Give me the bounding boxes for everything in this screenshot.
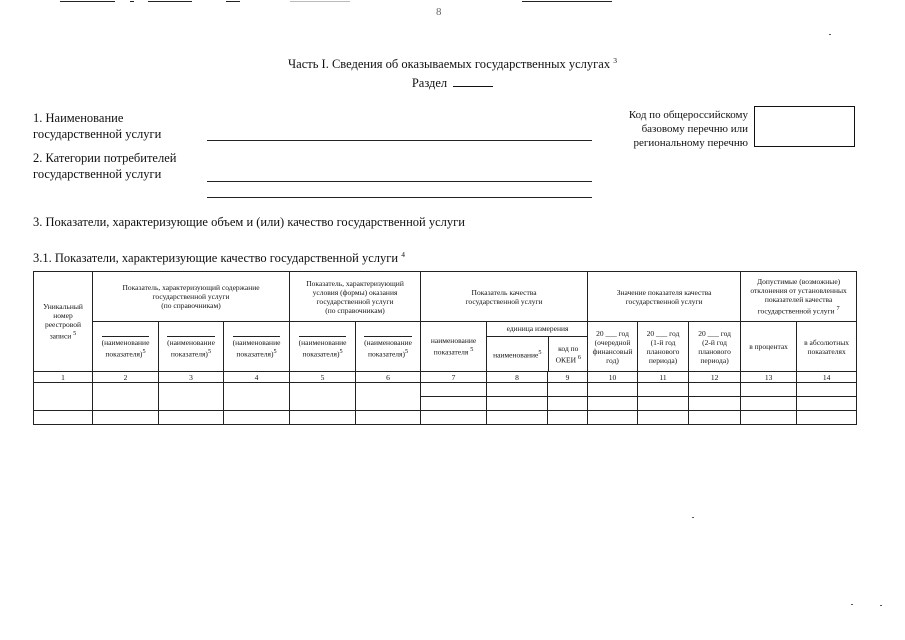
hdr-sub: [299, 336, 347, 359]
data-cell[interactable]: [487, 383, 548, 397]
col-number: 1: [34, 372, 93, 383]
header-indicator-name: [159, 322, 224, 372]
service-name-line1: 1. Наименование: [33, 111, 124, 125]
hdr-text: показателя): [105, 349, 143, 359]
hdr-text: ОКЕИ: [555, 355, 576, 364]
hdr-text: 20: [698, 328, 706, 338]
header-year-2: [638, 322, 689, 372]
header-quality-indicator: [421, 272, 588, 322]
col-number: 10: [588, 372, 638, 383]
hdr-footnote: 5: [404, 348, 409, 356]
hdr-text: 20: [646, 328, 655, 338]
data-cell[interactable]: [741, 383, 797, 397]
consumers-line2: государственной услуги: [33, 167, 162, 181]
hdr-line: Показатель качества: [471, 287, 537, 297]
hdr-line: (очередной: [594, 337, 631, 347]
hdr-text: (наименование: [101, 338, 150, 348]
hdr-line: (1-й год: [650, 337, 676, 347]
scan-mark: [226, 1, 240, 2]
data-cell[interactable]: [548, 411, 588, 425]
data-cell[interactable]: [93, 383, 159, 411]
quality-indicators-table: [33, 271, 857, 425]
hdr-footnote: 7: [836, 305, 840, 313]
hdr-line: номер: [53, 311, 73, 321]
hdr-footnote: 5: [470, 346, 474, 354]
data-cell[interactable]: [356, 411, 421, 425]
data-cell[interactable]: [588, 411, 638, 425]
data-cell[interactable]: [421, 411, 487, 425]
consumers-label: [33, 150, 176, 182]
col-number: 12: [689, 372, 741, 383]
hdr-text: показателя): [170, 349, 208, 359]
hdr-line: государственной услуги: [316, 296, 394, 306]
hdr-sub: [167, 336, 215, 359]
data-cell[interactable]: [224, 411, 290, 425]
registry-code-box[interactable]: [754, 106, 855, 147]
hdr-text: записи: [49, 331, 72, 341]
hdr-line: Показатель, характеризующий: [306, 278, 404, 288]
data-cell[interactable]: [548, 397, 588, 411]
col-number: 2: [93, 372, 159, 383]
hdr-text: год: [618, 328, 629, 338]
scan-mark: [130, 1, 134, 2]
hdr-text: показателя): [367, 349, 405, 359]
hdr-text: государственной услуги: [757, 306, 835, 316]
hdr-line: планового: [646, 346, 680, 356]
data-cell[interactable]: [638, 383, 689, 397]
header-indicator-name: [356, 322, 421, 372]
title-text: Часть I. Сведения об оказываемых государственных услугах: [288, 57, 611, 72]
data-cell[interactable]: [741, 411, 797, 425]
scan-mark: [522, 1, 612, 2]
data-cell[interactable]: [487, 411, 548, 425]
hdr-footnote: 5: [538, 349, 542, 356]
hdr-footnote: 5: [273, 348, 277, 356]
col-number: 6: [356, 372, 421, 383]
header-registry-number: [34, 272, 93, 372]
hdr-text: (наименование: [167, 338, 215, 348]
scan-speck: [851, 604, 853, 605]
data-cell[interactable]: [638, 397, 689, 411]
scan-mark: [148, 1, 192, 2]
hdr-line: финансовый: [592, 346, 633, 356]
hdr-line: планового: [698, 346, 731, 356]
scan-speck: [880, 605, 882, 606]
header-year-1: [588, 322, 638, 372]
data-cell[interactable]: [797, 411, 857, 425]
title-footnote: 3: [613, 56, 617, 65]
code-label-line2: базовому перечню или: [641, 123, 748, 135]
hdr-line: 20 ___ год: [698, 328, 731, 338]
page-number: 8: [436, 6, 442, 18]
header-allowed-deviation: [741, 272, 857, 322]
hdr-line: 20 ___ год: [596, 328, 629, 338]
hdr-line: 20 ___ год: [646, 328, 680, 338]
header-indicator-name: [224, 322, 290, 372]
hdr-line: показателей качества: [764, 295, 833, 305]
col-number: 9: [548, 372, 588, 383]
data-cell[interactable]: [159, 411, 224, 425]
header-conditions-indicator: [290, 272, 421, 322]
header-okei-code: [548, 336, 588, 371]
code-label-line3: региональному перечню: [633, 137, 748, 149]
hdr-text: (наименование: [232, 338, 281, 348]
header-indicator-name: [290, 322, 356, 372]
hdr-line: [421, 345, 486, 357]
data-cell[interactable]: [689, 411, 741, 425]
hdr-line: (по справочникам): [161, 301, 221, 310]
heading-3-1: [33, 250, 405, 266]
hdr-text: показателя): [236, 349, 274, 359]
data-cell[interactable]: [797, 397, 857, 411]
data-cell[interactable]: [548, 383, 588, 397]
data-cell[interactable]: [638, 411, 689, 425]
hdr-text: год: [669, 328, 680, 338]
header-unit-name: [487, 336, 548, 371]
hdr-unit-title: единица измерения: [487, 322, 588, 336]
header-unit: [487, 322, 588, 372]
hdr-line: отклонения от установленных: [750, 286, 847, 296]
hdr-sub: [233, 336, 281, 359]
hdr-line: Допустимые (возможные): [756, 277, 841, 287]
data-cell[interactable]: [290, 411, 356, 425]
unit-subtable: [487, 322, 588, 371]
hdr-line: наименование: [430, 336, 477, 346]
scan-speck: [829, 34, 831, 35]
hdr-text: показателя: [433, 347, 469, 357]
table-row: [34, 383, 857, 397]
table-row: [34, 411, 857, 425]
header-deviation-percent: в процентах: [741, 322, 797, 372]
page-title: [0, 56, 905, 72]
hdr-line: [34, 329, 92, 341]
data-cell[interactable]: [421, 383, 487, 397]
hdr-line: год): [606, 355, 619, 365]
data-cell[interactable]: [421, 397, 487, 411]
hdr-line: условия (формы) оказания: [312, 287, 398, 297]
data-cell[interactable]: [689, 397, 741, 411]
header-deviation-absolute: [797, 322, 857, 372]
hdr-line: (2-й год: [702, 337, 727, 347]
heading-3-1-footnote: 4: [401, 250, 405, 259]
hdr-line: периода): [700, 355, 729, 365]
hdr-line: (по справочникам): [325, 305, 385, 315]
column-numbers-row: [34, 372, 857, 383]
service-name-field[interactable]: [207, 140, 592, 141]
header-quality-value: [588, 272, 741, 322]
data-cell[interactable]: [797, 383, 857, 397]
data-cell[interactable]: [34, 383, 93, 411]
section-number-field[interactable]: [453, 75, 493, 87]
service-name-label: [33, 110, 161, 142]
hdr-line: показателях: [807, 346, 846, 356]
data-cell[interactable]: [689, 383, 741, 397]
hdr-text: показателя): [302, 349, 340, 359]
data-cell[interactable]: [487, 397, 548, 411]
consumers-line1: 2. Категории потребителей: [33, 151, 177, 165]
code-label-line1: Код по общероссийскому: [628, 109, 748, 121]
data-cell[interactable]: [356, 383, 421, 411]
registry-code-label: [604, 108, 748, 150]
header-quality-name: [421, 322, 487, 372]
col-number: 5: [290, 372, 356, 383]
consumers-field-2[interactable]: [207, 197, 592, 198]
hdr-text: (наименование: [298, 338, 347, 348]
hdr-line: государственной услуги: [152, 292, 230, 301]
col-number: 7: [421, 372, 487, 383]
hdr-line: [549, 353, 588, 365]
hdr-line: Уникальный: [43, 302, 83, 312]
hdr-text: (наименование: [364, 338, 412, 348]
hdr-line: государственной услуги: [625, 296, 703, 306]
hdr-line: периода): [648, 355, 678, 365]
hdr-sub: [364, 336, 412, 359]
data-cell[interactable]: [224, 383, 290, 411]
hdr-footnote: 6: [577, 353, 581, 361]
hdr-line: в абсолютных: [804, 337, 850, 347]
header-year-3: [689, 322, 741, 372]
hdr-footnote: 5: [73, 330, 77, 338]
hdr-footnote: 5: [207, 348, 212, 356]
col-number: 4: [224, 372, 290, 383]
data-cell[interactable]: [159, 383, 224, 411]
data-cell[interactable]: [93, 411, 159, 425]
header-content-indicator: [93, 272, 290, 322]
data-cell[interactable]: [588, 397, 638, 411]
scan-mark: [60, 1, 115, 2]
col-number: 13: [741, 372, 797, 383]
scan-speck: [692, 517, 694, 518]
hdr-footnote: 5: [142, 348, 146, 356]
consumers-field-1[interactable]: [207, 181, 592, 182]
hdr-line: государственной услуги: [465, 296, 543, 306]
hdr-text: наименование: [493, 350, 539, 360]
service-name-line2: государственной услуги: [33, 127, 162, 141]
section-label: Раздел: [411, 76, 448, 90]
col-number: 3: [159, 372, 224, 383]
heading-3: 3. Показатели, характеризующие объем и (или) качество государственной услуги: [33, 215, 465, 229]
hdr-text: 20: [596, 328, 604, 338]
hdr-footnote: 5: [339, 348, 343, 356]
hdr-line: реестровой: [44, 320, 82, 330]
hdr-line: код по: [558, 343, 579, 353]
col-number: 8: [487, 372, 548, 383]
hdr-text: год: [720, 328, 731, 338]
data-cell[interactable]: [588, 383, 638, 397]
section-line: [0, 75, 905, 91]
hdr-line: Показатель, характеризующий содержание: [122, 283, 260, 292]
col-number: 11: [638, 372, 689, 383]
scan-mark: [290, 1, 350, 2]
header-indicator-name: [93, 322, 159, 372]
data-cell[interactable]: [34, 411, 93, 425]
hdr-line: Значение показателя качества: [616, 287, 712, 297]
heading-3-1-text: 3.1. Показатели, характеризующие качество государственной услуги: [33, 251, 399, 266]
hdr-line: [741, 304, 856, 316]
data-cell[interactable]: [290, 383, 356, 411]
col-number: 14: [797, 372, 857, 383]
data-cell[interactable]: [741, 397, 797, 411]
hdr-sub: [102, 336, 150, 359]
